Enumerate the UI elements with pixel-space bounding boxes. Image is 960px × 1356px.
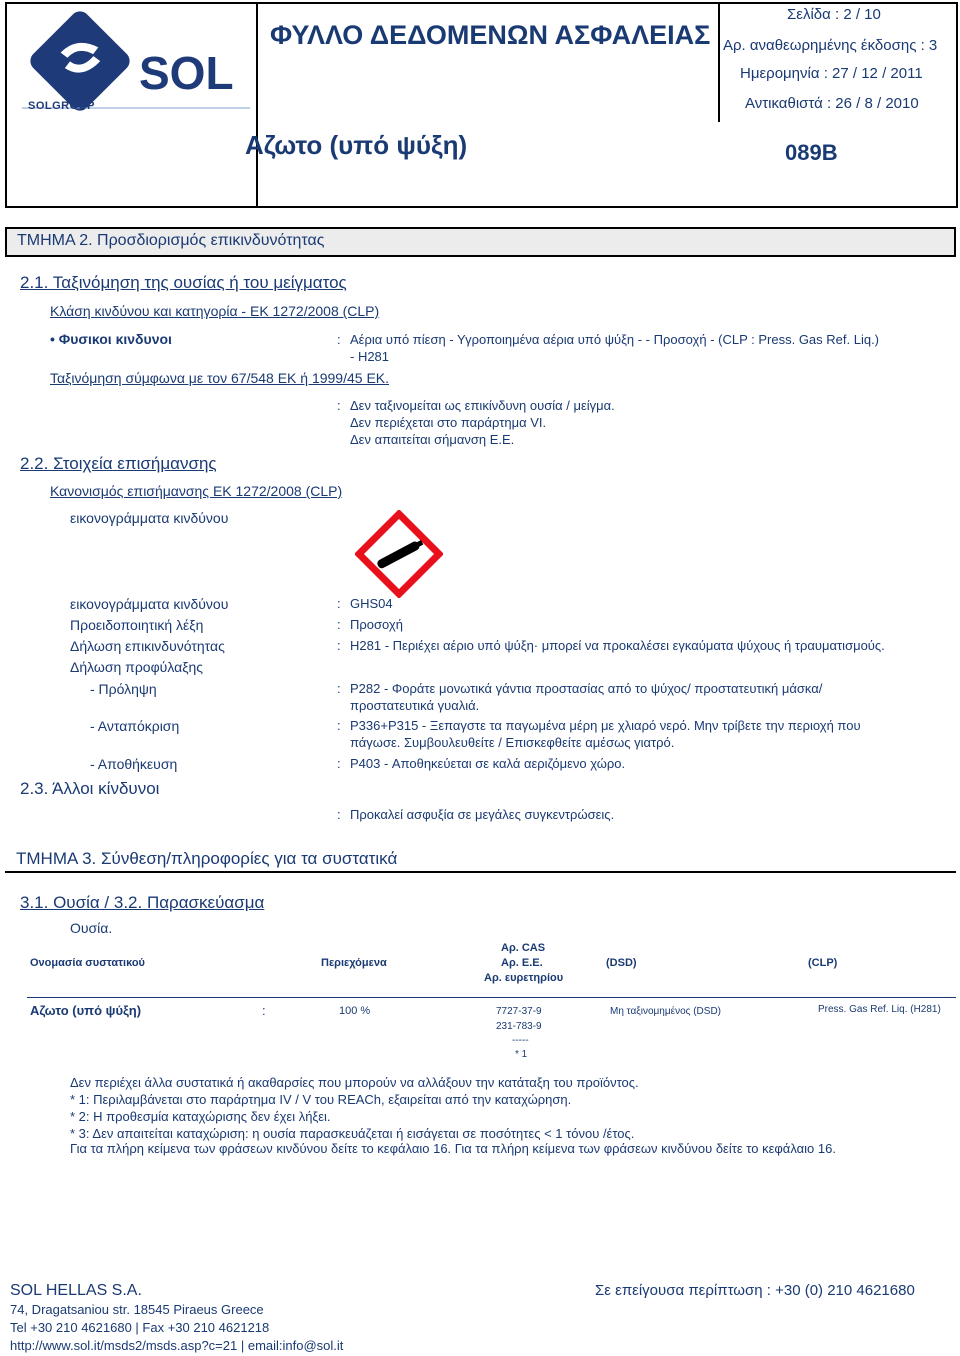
subsection-2-3-title: 2.3. Άλλοι κίνδυνοι xyxy=(20,779,160,798)
row-label: εικονογράμματα κινδύνου xyxy=(70,596,229,612)
note-line: Για τα πλήρη κείμενα των φράσεων κινδύνου δείτε το κεφάλαιο 16. Για τα πλήρη κείμενα των φράσεων κινδύνου δείτε το κεφάλαιο 16. xyxy=(70,1141,836,1156)
component-ec: 231-783-9 xyxy=(496,1021,542,1032)
header-divider xyxy=(256,2,258,208)
colon: : xyxy=(337,596,341,611)
section-2-title: ΤΜΗΜΑ 2. Προσδιορισμός επικινδυνότητας xyxy=(17,232,325,249)
response-statement: P336+P315 - Ξεπαγστε τα παγωμένα μέρη με χλιαρό νερό. Μην τρίβετε την περιοχή που xyxy=(350,718,861,733)
footer-emergency: Σε επείγουσα περίπτωση : +30 (0) 210 4621680 xyxy=(595,1282,915,1299)
note-line: * 1: Περιλαμβάνεται στο παράρτημα IV / V του REACh, εξαιρείται από την καταχώρηση. xyxy=(70,1092,572,1107)
colon: : xyxy=(337,807,341,822)
prevention-statement: P282 - Φοράτε μονωτικά γάντια προστασίας από το ψύχος/ προστατευτική μάσκα/ xyxy=(350,681,823,696)
table-header-name: Ονομασία συστατικού xyxy=(30,957,145,969)
product-code: 089B xyxy=(785,140,838,165)
physical-hazards-label: • Φυσικοι κινδυνοι xyxy=(50,331,172,347)
component-index: ----- xyxy=(512,1035,529,1046)
physical-hazards-code: - H281 xyxy=(350,349,390,364)
issue-date: Ημερομηνία : 27 / 12 / 2011 xyxy=(740,65,923,82)
section-2-heading xyxy=(5,227,956,257)
row-label: - Πρόληψη xyxy=(90,681,157,697)
note-line: Δεν περιέχει άλλα συστατικά ή ακαθαρσίες που μπορούν να αλλάξουν την κατάταξη του προϊόντος. xyxy=(70,1075,639,1090)
storage-statement: P403 - Αποθηκεύεται σε καλά αεριζόμενο χώρο. xyxy=(350,756,626,771)
section-3-title: ΤΜΗΜΑ 3. Σύνθεση/πληροφορίες για τα συστατικά xyxy=(16,849,398,868)
document-title: ΦΥΛΛΟ ΔΕΔΟΜΕΝΩΝ ΑΣΦΑΛΕΙΑΣ xyxy=(270,20,711,50)
subsection-2-2-title: 2.2. Στοιχεία επισήμανσης xyxy=(20,454,217,473)
row-label: Δήλωση επικινδυνότητας xyxy=(70,638,225,654)
pictogram-code: GHS04 xyxy=(350,596,393,611)
ghs04-gas-cylinder-icon xyxy=(355,510,443,598)
colon: : xyxy=(337,681,341,696)
other-hazards-value: Προκαλεί ασφυξία σε μεγάλες συγκεντρώσεις. xyxy=(350,807,615,822)
footer-company: SOL HELLAS S.A. xyxy=(10,1282,142,1299)
component-cas: 7727-37-9 xyxy=(496,1006,542,1017)
component-dsd: Μη ταξινομημένος (DSD) xyxy=(610,1006,721,1017)
dsd-value-line: Δεν απαιτείται σήμανση Ε.Ε. xyxy=(350,432,515,447)
response-statement-cont: πάγωσε. Συμβουλευθείτε / Επισκεφθείτε αμέσως γιατρό. xyxy=(350,735,675,750)
dsd-classification-label: Ταξινόμηση σύμφωνα με τον 67/548 ΕΚ ή 1999/45 ΕΚ. xyxy=(50,370,390,386)
table-header-dsd: (DSD) xyxy=(606,957,637,969)
footer-address: 74, Dragatsaniou str. 18545 Piraeus Greece xyxy=(10,1302,264,1317)
footer-phone: Tel +30 210 4621680 | Fax +30 210 4621218 xyxy=(10,1320,270,1335)
row-label: - Ανταπόκριση xyxy=(90,718,180,734)
hazard-statement: H281 - Περιέχει αέριο υπό ψύξη· μπορεί να προκαλέσει εγκαύματα ψύχους ή τραυματισμούς. xyxy=(350,638,885,653)
logo-group-text: SOLGROUP xyxy=(28,100,95,112)
subsection-3-1-title: 3.1. Ουσία / 3.2. Παρασκεύασμα xyxy=(20,893,265,912)
colon: : xyxy=(262,1003,266,1018)
physical-hazards-value: Αέρια υπό πίεση - Υγροποιημένα αέρια υπό ψύξη - - Προσοχή - (CLP : Press. Gas Ref. Liq.) xyxy=(350,332,880,347)
component-content: 100 % xyxy=(339,1005,371,1017)
colon: : xyxy=(337,756,341,771)
colon: : xyxy=(337,638,341,653)
row-label: - Αποθήκευση xyxy=(90,756,178,772)
signal-word: Προσοχή xyxy=(350,617,403,632)
row-label: Προειδοποιητική λέξη xyxy=(70,617,204,633)
note-line: * 2: Η προθεσμία καταχώρισης δεν έχει λήξει. xyxy=(70,1109,331,1124)
substance-type: Ουσία. xyxy=(70,920,113,936)
colon: : xyxy=(337,617,341,632)
table-header-rule xyxy=(27,997,956,998)
physical-hazards-text: Φυσικοι κινδυνοι xyxy=(58,331,172,347)
colon: : xyxy=(337,398,341,413)
svg-text:SOL: SOL xyxy=(139,47,234,99)
clp-class-label: Κλάση κινδύνου και κατηγορία - ΕΚ 1272/2008 (CLP) xyxy=(50,303,380,319)
revision-number: Αρ. αναθεωρημένης έκδοσης : 3 xyxy=(723,37,938,54)
pictograms-label: εικονογράμματα κινδύνου xyxy=(70,510,229,526)
header-divider xyxy=(718,2,720,122)
subsection-2-1-title: 2.1. Ταξινόμηση της ουσίας ή του μείγματος xyxy=(20,273,347,292)
colon: : xyxy=(337,718,341,733)
table-header-cas: Αρ. CAS xyxy=(501,942,546,954)
component-clp: Press. Gas Ref. Liq. (H281) xyxy=(818,1004,941,1015)
colon: : xyxy=(337,332,341,347)
labelling-regulation: Κανονισμός επισήμανσης ΕΚ 1272/2008 (CLP) xyxy=(50,483,343,499)
table-header-clp: (CLP) xyxy=(808,957,838,969)
note-line: * 3: Δεν απαιτείται καταχώριση: η ουσία παρασκευάζεται ή εισάγεται σε ποσότητες < 1 τόνου /έτος. xyxy=(70,1126,635,1141)
page-number: Σελίδα : 2 / 10 xyxy=(787,6,881,23)
table-header-ec: Αρ. Ε.Ε. xyxy=(501,957,543,969)
dsd-value-line: Δεν ταξινομείται ως επικίνδυνη ουσία / μείγμα. xyxy=(350,398,615,413)
section-3-rule xyxy=(5,871,956,873)
table-header-content: Περιεχόμενα xyxy=(321,957,387,969)
footer-web-link[interactable]: http://www.sol.it/msds2/msds.asp?c=21 | email:info@sol.it xyxy=(10,1338,344,1353)
product-name: Αζωτο (υπό ψύξη) xyxy=(245,130,468,160)
dsd-value-line: Δεν περιέχεται στο παράρτημα VI. xyxy=(350,415,547,430)
table-header-index: Αρ. ευρετηρίου xyxy=(484,972,564,984)
prevention-statement-cont: προστατευτικά γυαλιά. xyxy=(350,698,480,713)
component-name: Αζωτο (υπό ψύξη) xyxy=(30,1003,142,1018)
row-label: Δήλωση προφύλαξης xyxy=(70,659,203,675)
supersedes-date: Αντικαθιστά : 26 / 8 / 2010 xyxy=(745,95,919,112)
component-note: * 1 xyxy=(515,1049,528,1060)
